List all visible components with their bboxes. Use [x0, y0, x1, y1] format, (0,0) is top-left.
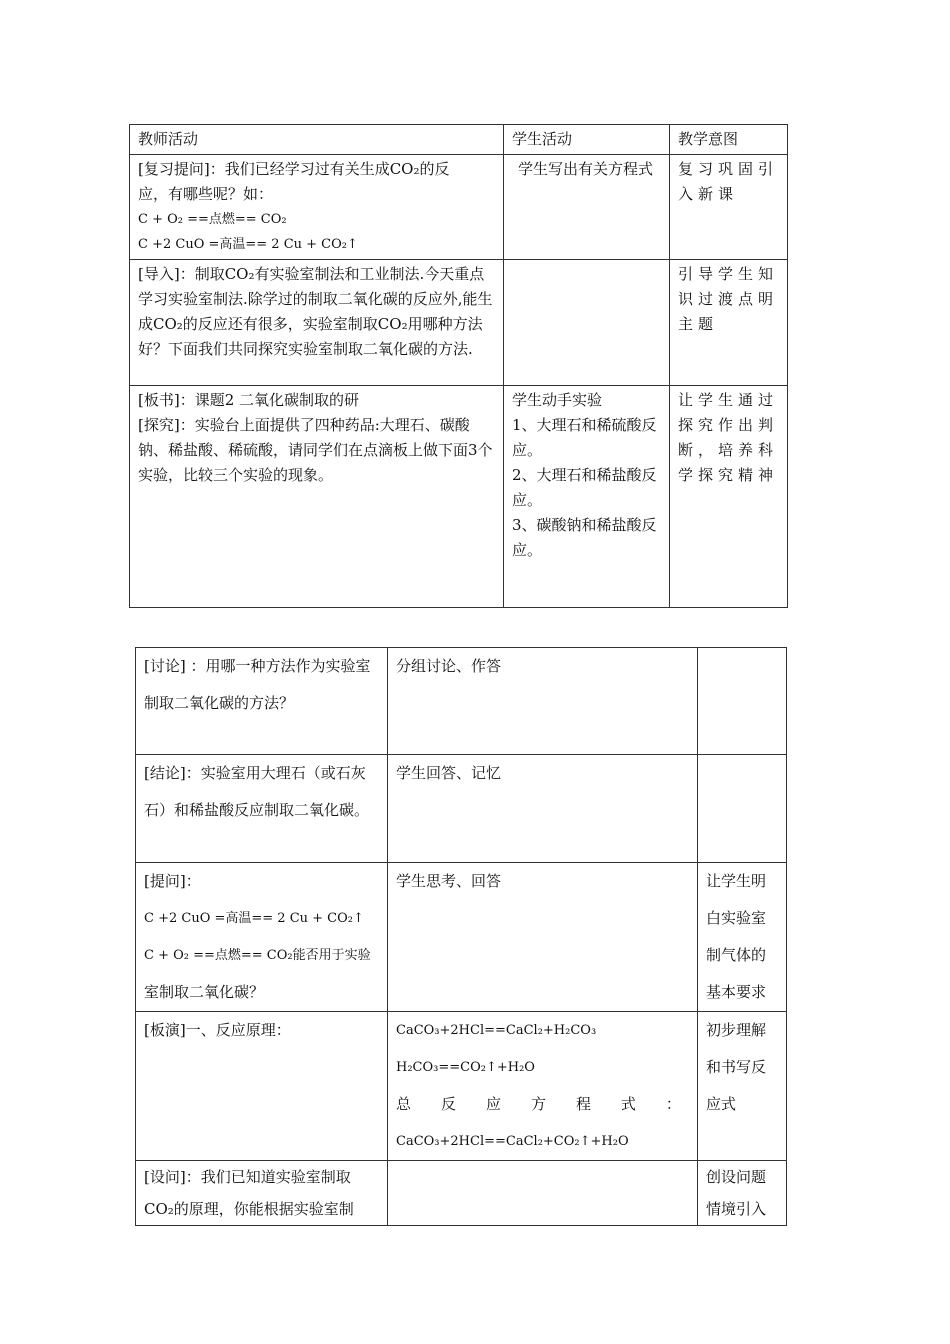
review-question-cont: 应，有哪些呢？如：: [138, 185, 274, 203]
experiment-2: 2、大理石和稀盐酸反应。: [512, 466, 657, 509]
intent-cell: 创设问题情境引入: [698, 1161, 787, 1226]
equation-carbon-cuo: C +2 CuO =高温== 2 Cu + CO₂↑: [144, 911, 364, 926]
table-row: [136, 648, 787, 755]
review-question: [复习提问]：我们已经学习过有关生成CO₂的反: [138, 160, 450, 178]
table-row: [136, 1012, 787, 1161]
explore-text: [探究]：实验台上面提供了四种药品:大理石、碳酸钠、稀盐酸、稀硫酸，请同学们在点滴板上做下面3个实验，比较三个实验的现象。: [138, 416, 493, 484]
experiment-3: 3、碳酸钠和稀盐酸反应。: [512, 516, 657, 559]
header-teacher: 教师活动: [130, 125, 504, 155]
equation-carbon-oxygen: C + O₂ ==点燃== CO₂能否用于实验: [144, 948, 371, 963]
equation-carbon-oxygen: C + O₂ ==点燃== CO₂: [138, 212, 287, 227]
table-row: [136, 1161, 787, 1226]
header-row: [130, 125, 788, 155]
teacher-cell: [结论]：实验室用大理石（或石灰石）和稀盐酸反应制取二氧化碳。: [136, 755, 388, 863]
board-title: [板书]：课题2 二氧化碳制取的研: [138, 391, 360, 409]
student-cell: [504, 260, 670, 386]
table-row: [130, 386, 788, 608]
total-equation-label: 总 反 应 方 程 式 ：: [396, 1095, 681, 1113]
teacher-cell: [设问]：我们已知道实验室制取CO₂的原理，你能根据实验室制: [136, 1161, 388, 1226]
teacher-cell: [130, 386, 504, 608]
intent-cell: 让学生通过探究作出判断，培养科学探究精神: [670, 386, 788, 608]
table-row: [130, 260, 788, 386]
intent-cell: [698, 648, 787, 755]
intent-cell: 引导学生知识过渡点明主题: [670, 260, 788, 386]
header-student: 学生活动: [504, 125, 670, 155]
student-cell: 分组讨论、作答: [388, 648, 698, 755]
equation-carbon-cuo: C +2 CuO =高温== 2 Cu + CO₂↑: [138, 237, 358, 252]
teacher-cell: [板演]一、反应原理：: [136, 1012, 388, 1161]
student-cell: 学生写出有关方程式: [504, 155, 670, 260]
teacher-cell: [130, 155, 504, 260]
intent-cell: 复习巩固引入新课: [670, 155, 788, 260]
student-cell: [388, 1012, 698, 1161]
intent-cell: 让学生明白实验室制气体的基本要求: [698, 863, 787, 1012]
lesson-table-2: [135, 647, 787, 1226]
table-row: [136, 863, 787, 1012]
header-intent: 教学意图: [670, 125, 788, 155]
equation-h2co3: H₂CO₃==CO₂↑+H₂O: [396, 1060, 535, 1075]
lesson-table-1: [129, 124, 788, 608]
student-cell: [388, 1161, 698, 1226]
student-cell: 学生思考、回答: [388, 863, 698, 1012]
teacher-cell: [提问]： C +2 CuO =高温== 2 Cu + CO₂↑ C + O₂ ==点燃== CO₂能否用于实验 室制取二氧化碳？: [136, 863, 388, 1012]
student-experiment-title: 学生动手实验: [512, 391, 603, 409]
teacher-cell: [讨论] ：用哪一种方法作为实验室制取二氧化碳的方法？: [136, 648, 388, 755]
table-row: [136, 755, 787, 863]
teacher-cell: [导入]：制取CO₂有实验室制法和工业制法.今天重点学习实验室制法.除学过的制取二氧化碳的反应外,能生成CO₂的反应还有很多，实验室制取CO₂用哪种方法好？下面我们共同探究实验室制取二氧化碳的方法.: [130, 260, 504, 386]
intent-cell: 初步理解和书写反应式: [698, 1012, 787, 1161]
equation-caco3-hcl: CaCO₃+2HCl==CaCl₂+H₂CO₃: [396, 1023, 597, 1038]
student-cell: [504, 386, 670, 608]
table-row: [130, 155, 788, 260]
experiment-1: 1、大理石和稀硫酸反应。: [512, 416, 657, 459]
intent-cell: [698, 755, 787, 863]
student-cell: 学生回答、记忆: [388, 755, 698, 863]
equation-total: CaCO₃+2HCl==CaCl₂+CO₂↑+H₂O: [396, 1134, 629, 1149]
